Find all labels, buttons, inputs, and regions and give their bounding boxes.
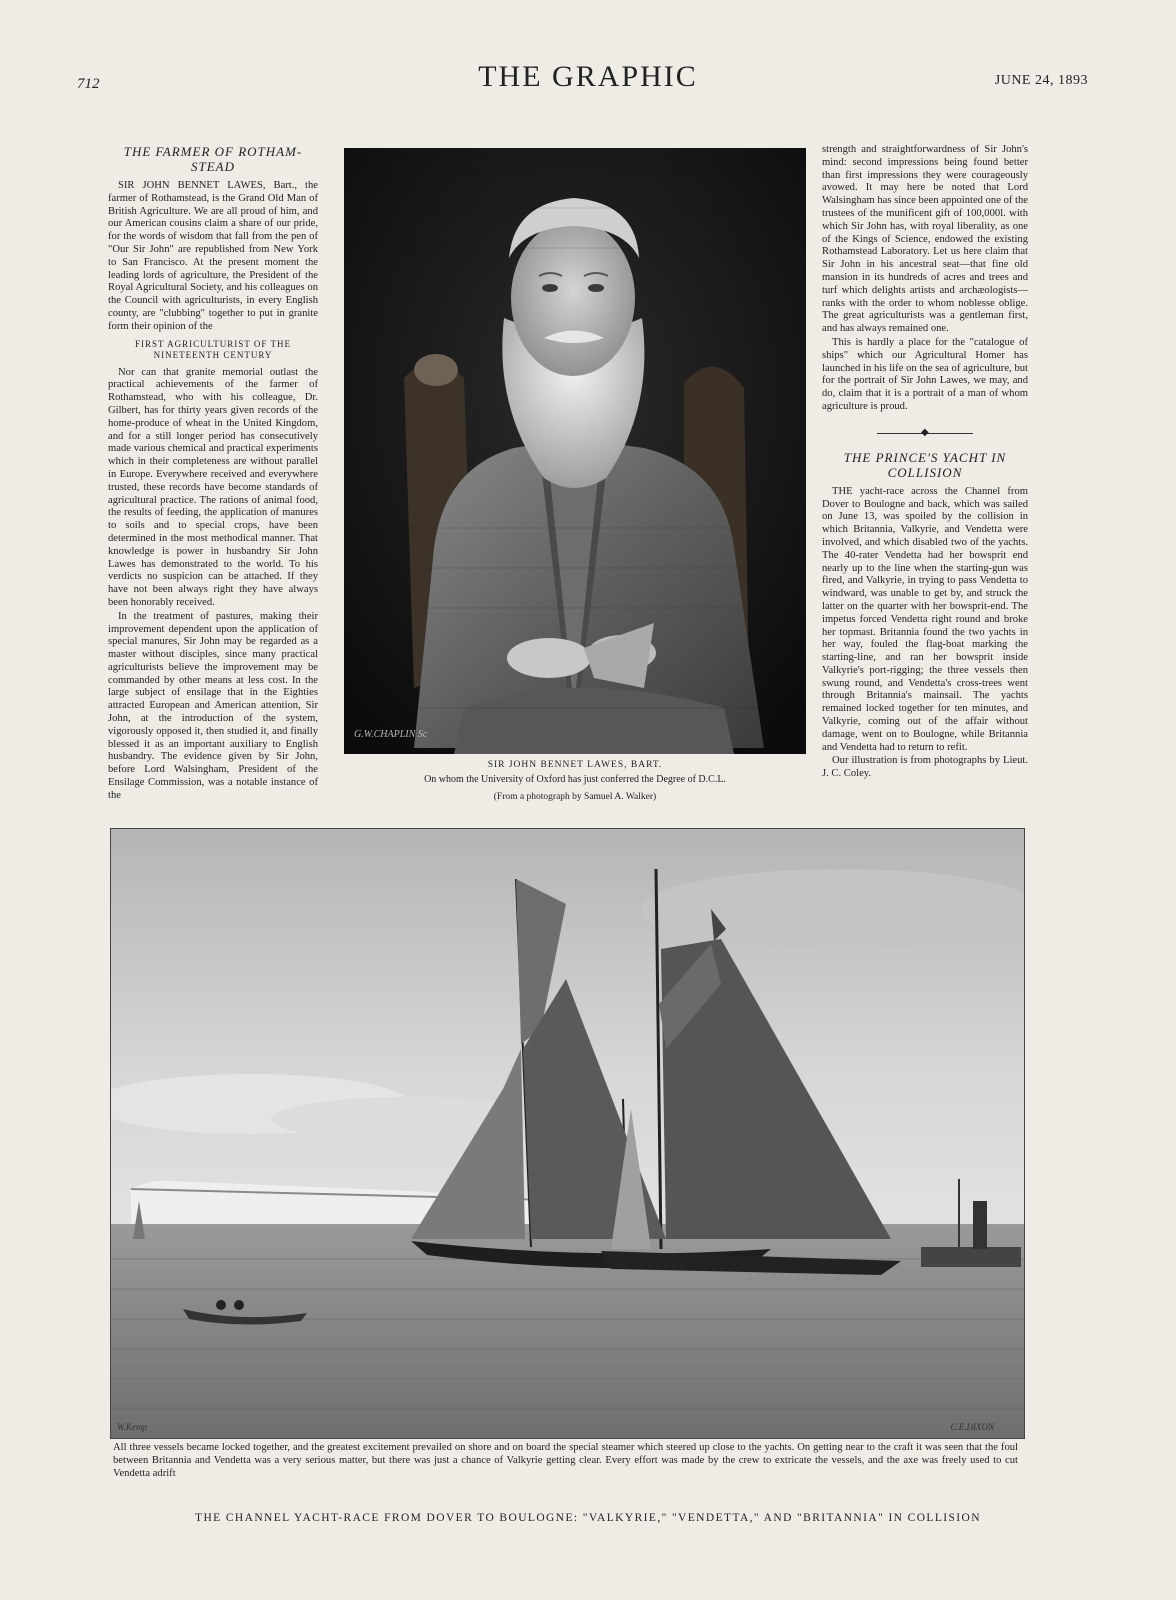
diamond-ornament-icon: ◆ [921, 426, 929, 438]
section-divider [822, 428, 1028, 438]
article-paragraph: This is hardly a place for the "catalogue of ships" which our Agricultural Homer has launched in his life on the sea of agriculture, but for the portrait of Sir John Lawes, we may, and do, claim that it is a portrait of a man of whom agriculture is proud. [822, 336, 1028, 412]
portrait-caption-line: On whom the University of Oxford has just conferred the Degree of D.C.L. [424, 774, 726, 785]
article-paragraph: In the treatment of pastures, making their improvement dependent upon the application of special manures, Sir John may be regarded as a master without disciples, since many practical agriculturists believe the improvement may be commanded by other means at less cost. In the large subject of ensilage that in the Eighties attracted European and American attention, Sir John, at the introduction of the system, vigorously opposed it, then studied it, and finally blessed it as an important auxiliary to English husbandry. The evidence given by Sir John, before Lord Walsingham, President of the Ensilage Commission, was a notable instance of the [108, 610, 318, 801]
article-headline-yacht: THE PRINCE'S YACHT IN COLLISION [843, 449, 1007, 480]
page-number: 712 [77, 76, 100, 92]
article-paragraph: THE yacht-race across the Channel from Dover to Boulogne and back, which was sailed on June 13, was spoiled by the collision in which Britannia, Valkyrie, and Vendetta were involved, and which disabled two of the yachts. The 40-rater Vendetta had her bowsprit end nearly up to the line when the starting-gun was fired, and Valkyrie, in trying to pass Vendetta to windward, was unable to get by, and struck the latter on the quarter with her bowsprit-end. The impetus forced Vendetta right round and broke her topmast. Britannia found the two yachts in her way, fouled the flag-boat marking the starting-line, and ran her bowsprit inside Valkyrie's port-rigging; the three vessels then swung round, and Vendetta's cross-trees went through Britannia's mainsail. The yachts remained locked together for ten minutes, and Valkyrie, coming out of the affair without damage, went on to Boulogne, while Britannia and Vendetta had to return to refit. [822, 485, 1028, 753]
yacht-illustration-title: THE CHANNEL YACHT-RACE FROM DOVER TO BOULOGNE: "VALKYRIE," "VENDETTA," AND "BRITANNIA" IN COLLISION [195, 1512, 981, 1524]
article-paragraph: SIR JOHN BENNET LAWES, Bart., the farmer of Rothamstead, is the Grand Old Man of British Agriculture. We are all proud of him, and our American cousins claim a share of our pride, for the words of wisdom that fall from the pen of "Our Sir John" are republished from New York to San Francisco. At the present moment the leading lords of agriculture, the President of the Royal Agricultural Society, and his colleagues on the Council with agriculturists, in every English county, are "clubbing" together to put in granite form their opinion of the [108, 180, 318, 332]
illustrator-signature-left: W.Kemp [117, 1422, 147, 1432]
portrait-caption-name: SIR JOHN BENNET LAWES, BART. [487, 760, 663, 770]
masthead-title: THE GRAPHIC [478, 60, 698, 93]
engraver-signature: G.W.CHAPLIN Sc [354, 729, 428, 740]
article-paragraph: Our illustration is from photographs by Lieut. J. C. Coley. [822, 755, 1028, 780]
yacht-image [111, 829, 1024, 1438]
illustrator-signature-right: C.E.DIXON [950, 1422, 994, 1432]
portrait-engraving [344, 148, 806, 754]
portrait-image [344, 148, 806, 754]
left-column [108, 144, 318, 804]
article-paragraph: strength and straightforwardness of Sir John's mind: second impressions being found better than first impressions they were courageously avowed. It may here be noted that Lord Walsingham has since been appointed one of the trustees of the munificent gift of 100,000l. with which Sir John has, with royal liberality, as one of the Kings of Science, endowed the existing Rothamstead Laboratory. Let us here claim that Sir John in his ancestral seat—that fine old mansion in its hundreds of acres and trees and turf which delights artists and archæologists—ranks with the order to whom noblesse oblige. The great agriculturists was a gentleman first, and has always remained one. [822, 144, 1028, 335]
right-column [822, 144, 1028, 782]
article-headline-farmer: THE FARMER OF ROTHAM-STEAD [123, 144, 303, 174]
article-paragraph: Nor can that granite memorial outlast the practical achievements of the farmer of Rothamstead, who with his colleague, Dr. Gilbert, has for thirty years given records of the home-produce of wheat in the United Kingdom, and for a still longer period has consecutively made various chemical and practical experiments which in their completeness are without parallel in Europe. Everywhere received and everywhere trusted, these records have become standards of agricultural practice. The rations of animal food, the results of feeding, the application of manures to soils and to special crops, have been determined in the most methodical manner. That knowledge is power in husbandry Sir John Lawes has demonstrated to the world. To his verdicts no suspicion can be attached. If they have not been always right they have always been honorably received. [108, 366, 318, 608]
portrait-caption-credit: (From a photograph by Samuel A. Walker) [493, 792, 657, 802]
issue-date: JUNE 24, 1893 [994, 73, 1088, 88]
yacht-illustration [110, 828, 1025, 1439]
article-subhead: FIRST AGRICULTURIST OF THE NINETEENTH CENTURY [135, 338, 291, 360]
yacht-caption: All three vessels became locked together, and the greatest excitement prevailed on shore and on board the special steamer which steered up close to the yachts. On getting near to the craft it was seen that the foul between Britannia and Vendetta was a very serious matter, but there was just a chance of Valkyrie getting clear. Every effort was made by the crew to extricate the vessels, and the axe was freely used to cut Vendetta adrift [113, 1442, 1018, 1479]
